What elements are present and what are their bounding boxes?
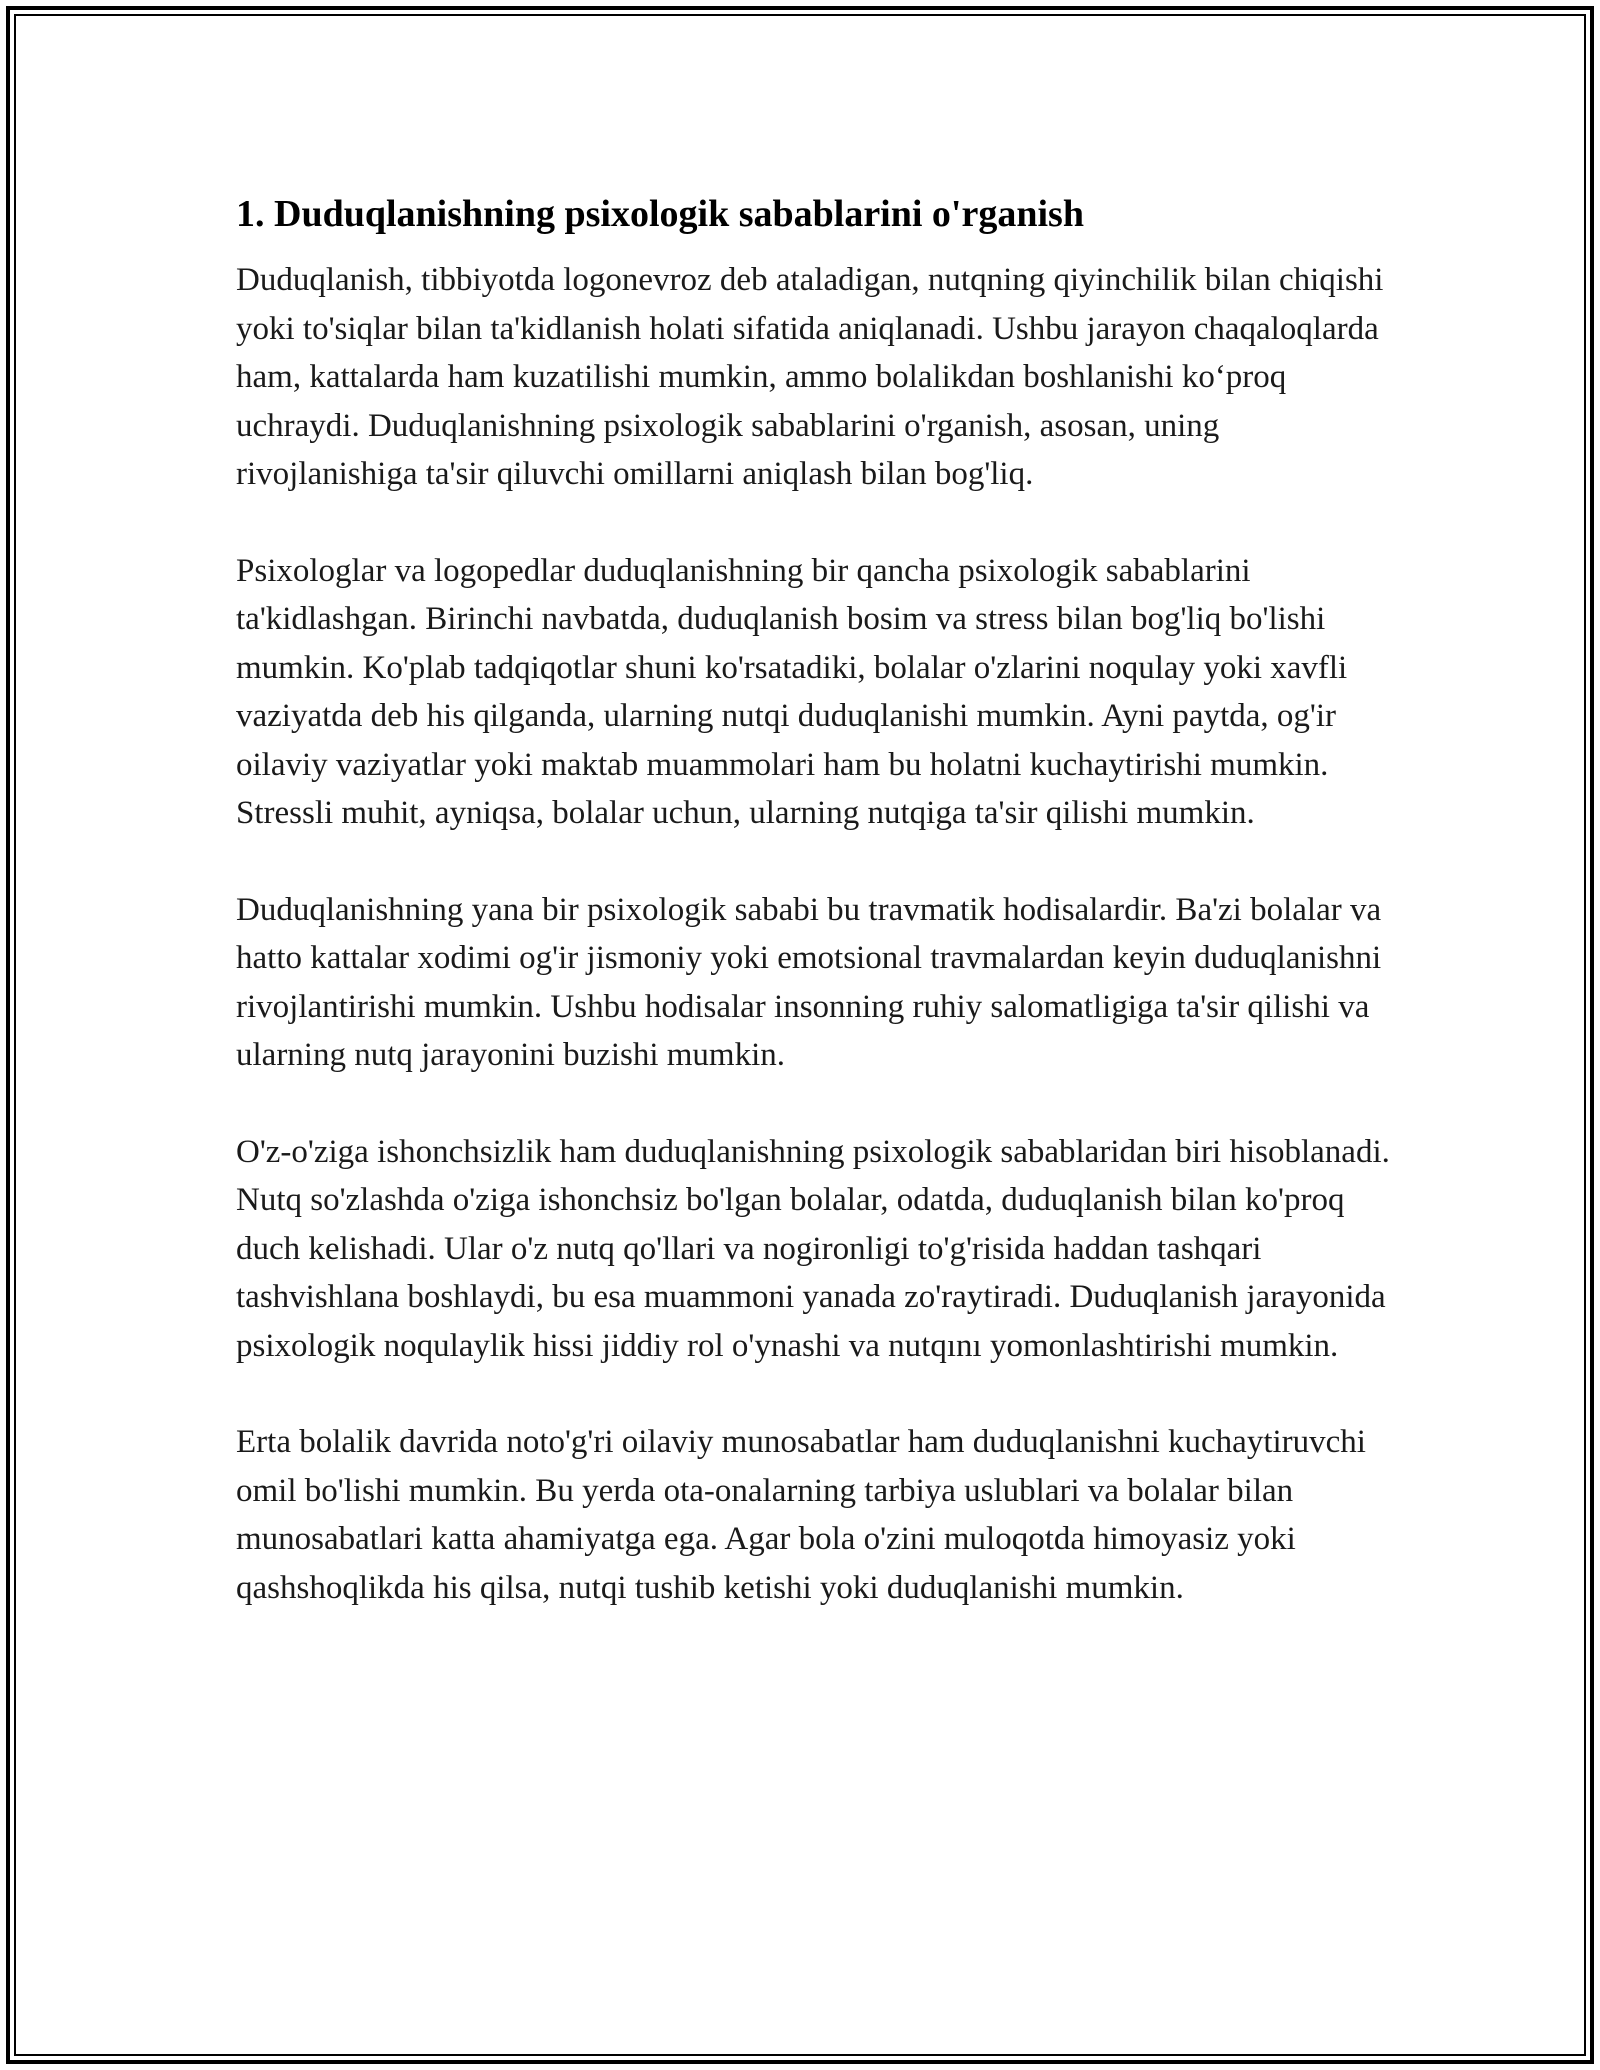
paragraph-2: Psixologlar va logopedlar duduqlanishning bir qancha psixologik sabablarini ta'kidlashgan. Birinchi navbatda, duduqlanish bosim va stress bilan bog'liq bo'lishi mumkin. Ko'plab tadqiqotlar shuni ko'rsatadiki, bolalar o'zlarini noqulay yoki xavfli vaziyatda deb his qilganda, ularning nutqi duduqlanishi mumkin. Ayni paytda, og'ir oilaviy vaziyatlar yoki maktab muammolari ham bu holatni kuchaytirishi mumkin. Stressli muhit, ayniqsa, bolalar uchun, ularning nutqiga ta'sir qilishi mumkin. [236,552,1348,831]
document-body [236,188,1396,1660]
paragraph-4: O'z-o'ziga ishonchsizlik ham duduqlanishning psixologik sabablaridan biri hisoblanadi. Nutq so'zlashda o'ziga ishonchsiz bo'lgan bolalar, odatda, duduqlanish bilan ko'proq duch kelishadi. Ular o'z nutq qo'llari va nogironligi to'g'risida haddan tashqari tashvishlana boshlaydi, bu esa muammoni yanada zo'raytiradi. Duduqlanish jarayonida psixologik noqulaylik hissi jiddiy rol o'ynashi va nutqını yomonlashtirishi mumkin. [236,1133,1390,1364]
paragraph-1: Duduqlanish, tibbiyotda logonevroz deb ataladigan, nutqning qiyinchilik bilan chiqishi yoki to'siqlar bilan ta'kidlanish holati sifatida aniqlanadi. Ushbu jarayon chaqaloqlarda ham, kattalarda ham kuzatilishi mumkin, ammo bolalikdan boshlanishi ko‘proq uchraydi. Duduqlanishning psixologik sabablarini o'rganish, asosan, uning rivojlanishiga ta'sir qiluvchi omillarni aniqlash bilan bog'liq. [236,262,1384,492]
paragraph-3: Duduqlanishning yana bir psixologik sababi bu travmatik hodisalardir. Ba'zi bolalar va hatto kattalar xodimi og'ir jismoniy yoki emotsional travmalardan keyin duduqlanishni rivojlantirishi mumkin. Ushbu hodisalar insonning ruhiy salomatligiga ta'sir qilishi va ularning nutq jarayonini buzishi mumkin. [236,891,1382,1073]
section-heading: 1. Duduqlanishning psixologik sabablarini o'rganish [236,193,1084,235]
paragraph-5: Erta bolalik davrida noto'g'ri oilaviy munosabatlar ham duduqlanishni kuchaytiruvchi omil bo'lishi mumkin. Bu yerda ota-onalarning tarbiya uslublari va bolalar bilan munosabatlari katta ahamiyatga ega. Agar bola o'zini muloqotda himoyasiz yoki qashshoqlikda his qilsa, nutqi tushib ketishi yoki duduqlanishi mumkin. [236,1424,1366,1606]
